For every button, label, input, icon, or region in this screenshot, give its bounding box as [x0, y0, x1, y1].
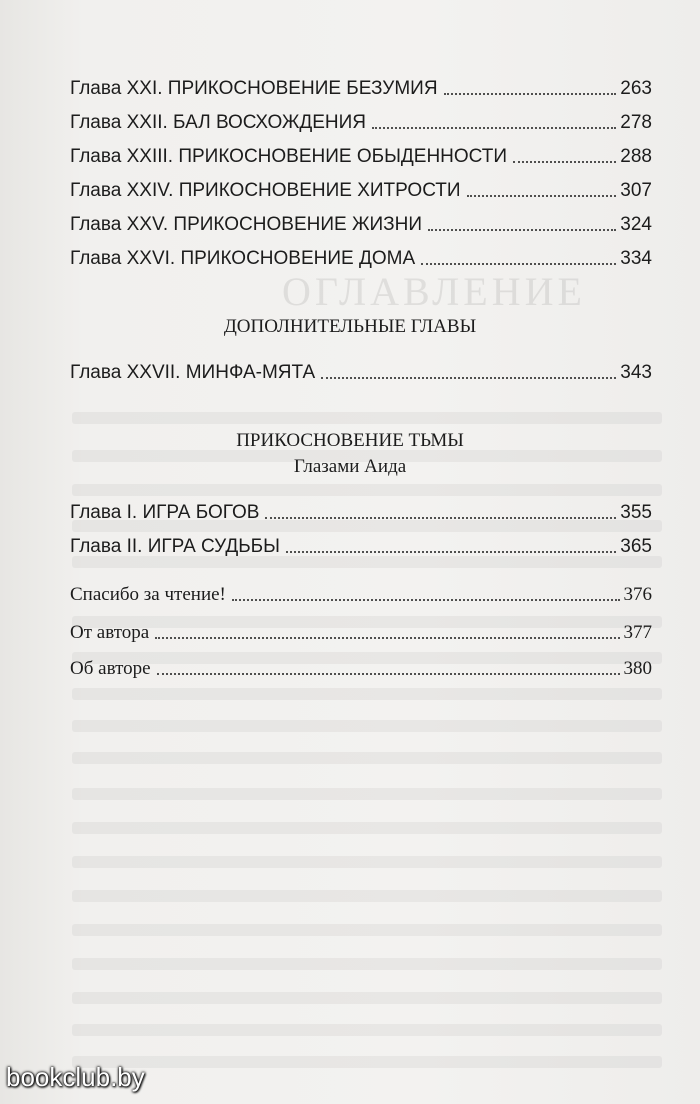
- toc-chapter-title: Глава XXVI. ПРИКОСНОВЕНИЕ ДОМА: [70, 248, 416, 269]
- toc-page-number: 324: [620, 214, 652, 235]
- toc-page-number: 334: [620, 248, 652, 269]
- toc-chapter-title: Глава XXIII. ПРИКОСНОВЕНИЕ ОБЫДЕННОСТИ: [70, 146, 508, 167]
- toc-page-number: 376: [623, 584, 652, 605]
- toc-page-number: 355: [620, 502, 652, 523]
- toc-page-number: 278: [620, 112, 652, 133]
- toc-row: [70, 530, 652, 558]
- toc-chapter-title: Глава XXV. ПРИКОСНОВЕНИЕ ЖИЗНИ: [70, 214, 423, 235]
- toc-page-number: 288: [620, 146, 652, 167]
- toc-page-number: 380: [623, 658, 652, 679]
- dot-leader: [286, 549, 616, 553]
- toc-chapter-title: Глава XXIV. ПРИКОСНОВЕНИЕ ХИТРОСТИ: [70, 180, 461, 201]
- toc-chapter-title: Глава I. ИГРА БОГОВ: [70, 502, 260, 523]
- dot-leader: [513, 159, 616, 163]
- toc-chapter-title: Глава XXI. ПРИКОСНОВЕНИЕ БЕЗУМИЯ: [70, 78, 438, 99]
- toc-row: [70, 208, 652, 236]
- toc-row: [70, 242, 652, 270]
- dot-leader: [421, 261, 616, 265]
- toc-row: [70, 356, 652, 384]
- dot-leader: [232, 597, 620, 601]
- site-watermark: bookclub.by: [6, 1062, 145, 1092]
- dot-leader: [467, 193, 617, 197]
- toc-entry-title: Об авторе: [70, 658, 151, 679]
- toc-page-number: 263: [620, 78, 652, 99]
- toc-row: [70, 174, 652, 202]
- dot-leader: [265, 515, 616, 519]
- section-subheading: Глазами Аида: [293, 456, 407, 477]
- toc-entry-title: От автора: [70, 622, 150, 643]
- dot-leader: [155, 635, 619, 639]
- toc-row: [70, 496, 652, 524]
- toc-chapter-title: Глава II. ИГРА СУДЬБЫ: [70, 536, 280, 557]
- toc-page-number: 377: [623, 622, 652, 643]
- dot-leader: [157, 671, 620, 675]
- toc-page-number: 343: [620, 362, 652, 383]
- toc-chapter-title: Глава XXVII. МИНФА-МЯТА: [70, 362, 316, 383]
- toc-row: [70, 652, 652, 680]
- section-heading-additional: ДОПОЛНИТЕЛЬНЫЕ ГЛАВЫ: [223, 316, 477, 337]
- toc-chapter-title: Глава XXII. БАЛ ВОСХОЖДЕНИЯ: [70, 112, 367, 133]
- toc-page-number: 365: [620, 536, 652, 557]
- section-heading-touch-of-darkness: ПРИКОСНОВЕНИЕ ТЬМЫ: [236, 430, 464, 451]
- toc-row: [70, 72, 652, 100]
- toc-row: [70, 140, 652, 168]
- dot-leader: [428, 227, 616, 231]
- toc-row: [70, 616, 652, 644]
- dot-leader: [444, 91, 617, 95]
- toc-page-number: 307: [620, 180, 652, 201]
- bleed-through-background: ОГЛАВЛЕНИЕ: [0, 0, 700, 1104]
- dot-leader: [321, 375, 616, 379]
- toc-row: [70, 106, 652, 134]
- toc-row: [70, 578, 652, 606]
- toc-entry-title: Спасибо за чтение!: [70, 584, 226, 605]
- dot-leader: [372, 125, 616, 129]
